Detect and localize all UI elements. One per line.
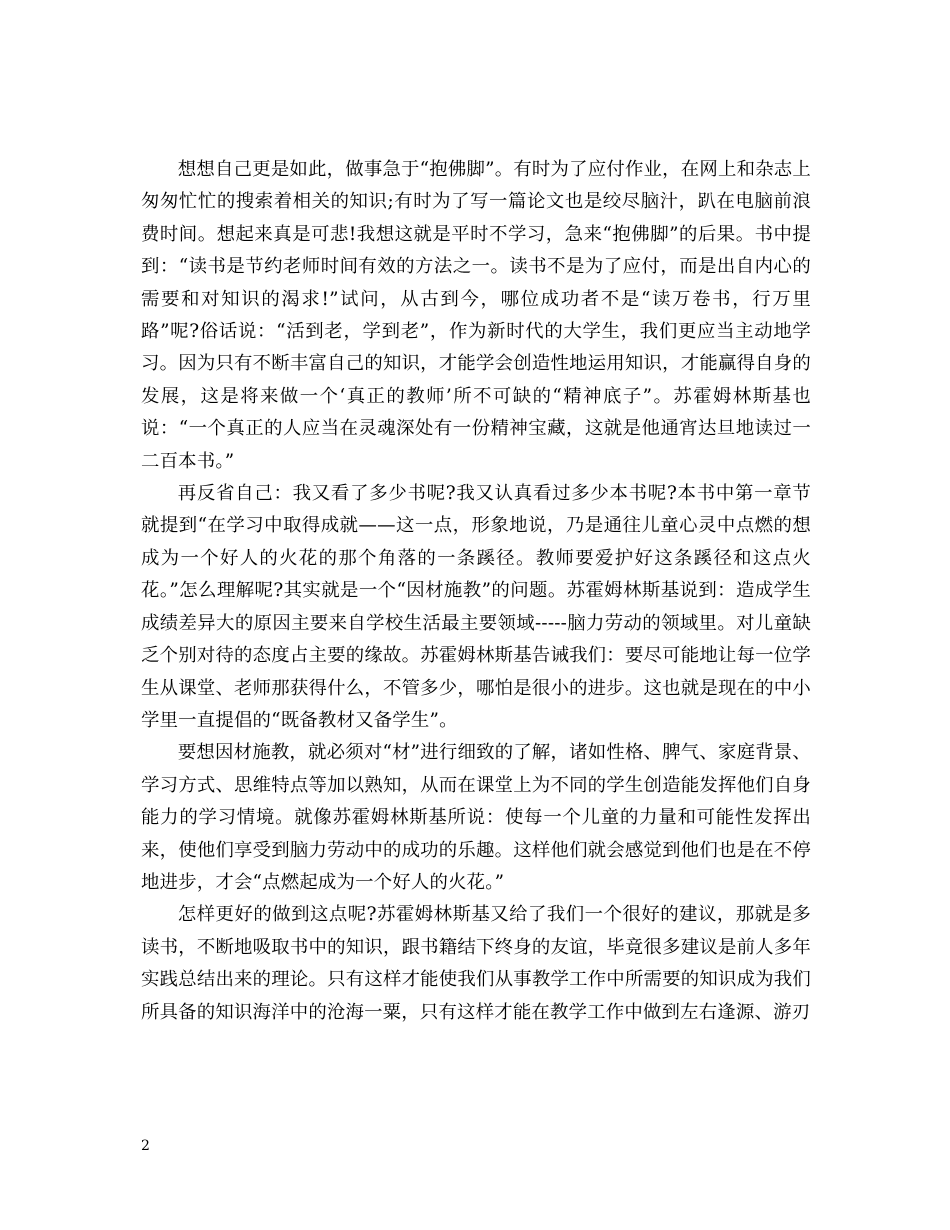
document-body	[141, 154, 811, 1029]
paragraph-2: 再反省自己：我又看了多少书呢?我又认真看过多少本书呢?本书中第一章节就提到“在学习中取得成就——这一点，形象地说，乃是通往儿童心灵中点燃的想成为一个好人的火花的那个角落的一条蹊径。教师要爱护好这条蹊径和这点火花。”怎么理解呢?其实就是一个“因材施教”的问题。苏霍姆林斯基说到：造成学生成绩差异大的原因主要来自学校生活最主要领域-----脑力劳动的领域里。对儿童缺乏个别对待的态度占主要的缘故。苏霍姆林斯基告诫我们：要尽可能地让每一位学生从课堂、老师那获得什么，不管多少，哪怕是很小的进步。这也就是现在的中小学里一直提倡的“既备教材又备学生”。	[141, 483, 811, 731]
paragraph-4: 怎样更好的做到这点呢?苏霍姆林斯基又给了我们一个很好的建议，那就是多读书，不断地吸取书中的知识，跟书籍结下终身的友谊，毕竟很多建议是前人多年实践总结出来的理论。只有这样才能使我们从事教学工作中所需要的知识成为我们所具备的知识海洋中的沧海一粟，只有这样才能在教学工作中做到左右逢源、游刃	[141, 904, 811, 1023]
page-number: 2	[141, 1138, 150, 1154]
paragraph-1: 想想自己更是如此，做事急于“抱佛脚”。有时为了应付作业，在网上和杂志上匆匆忙忙的搜索着相关的知识;有时为了写一篇论文也是绞尽脑汁，趴在电脑前浪费时间。想起来真是可悲!我想这就是平时不学习，急来“抱佛脚”的后果。书中提到：“读书是节约老师时间有效的方法之一。读书不是为了应付，而是出自内心的需要和对知识的渴求!”试问，从古到今，哪位成功者不是“读万卷书，行万里路”呢?俗话说：“活到老，学到老”，作为新时代的大学生，我们更应当主动地学习。因为只有不断丰富自己的知识，才能学会创造性地运用知识，才能赢得自身的发展，这是将来做一个‘真正的教师’所不可缺的“精神底子”。苏霍姆林斯基也说：“一个真正的人应当在灵魂深处有一份精神宝藏，这就是他通宵达旦地读过一二百本书。”	[141, 159, 811, 472]
paragraph-3: 要想因材施教，就必须对“材”进行细致的了解，诸如性格、脾气、家庭背景、学习方式、思维特点等加以熟知，从而在课堂上为不同的学生创造能发挥他们自身能力的学习情境。就像苏霍姆林斯基所说：使每一个儿童的力量和可能性发挥出来，使他们享受到脑力劳动中的成功的乐趣。这样他们就会感觉到他们也是在不停地进步，才会“点燃起成为一个好人的火花。”	[141, 742, 811, 893]
